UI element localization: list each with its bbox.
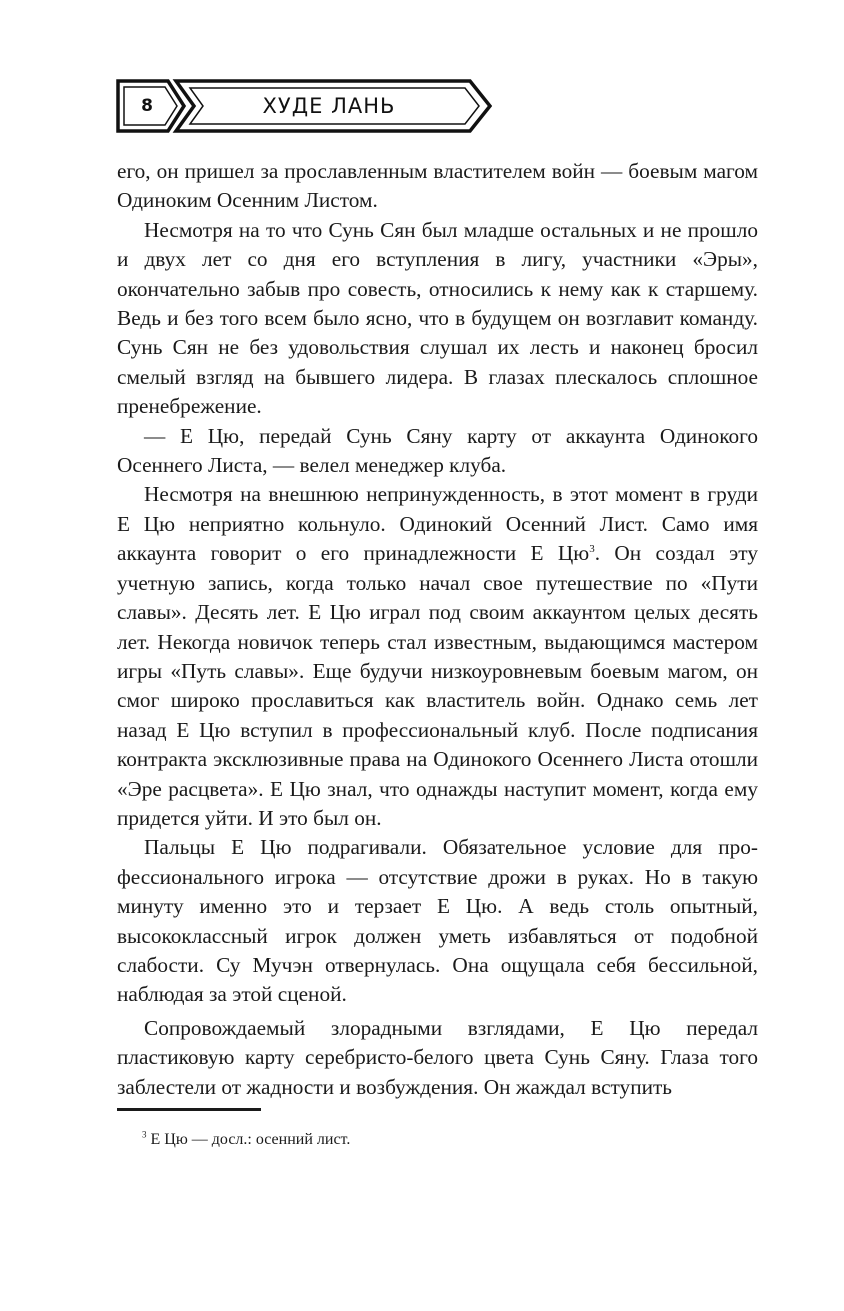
running-title: ХУДЕ ЛАНЬ — [262, 94, 396, 118]
footnote-text: Е Цю — досл.: осенний лист. — [146, 1131, 351, 1148]
page-number: 8 — [141, 96, 153, 116]
footnote-divider — [117, 1108, 261, 1111]
footnote — [142, 1130, 350, 1150]
paragraph-with-footnote-ref — [117, 480, 758, 833]
paragraph: его, он пришел за прославленным властителем войн — боевым магом Одиноким Осенним Листом. — [117, 159, 758, 213]
paragraph: Сопровождаемый злорадными взглядами, Е Цю передал пластиковую карту серебристо-белого цвета Сунь Сяну. Глаза того заблестели от жадности и возбуждения. Он жаждал вступить — [117, 1015, 758, 1099]
paragraph: — Е Цю, передай Сунь Сяну карту от аккаунта Одинокого Осеннего Листа, — велел менеджер клуба. — [117, 423, 758, 478]
paragraph: Несмотря на то что Сунь Сян был младше остальных и не прошло и двух лет со дня его вступления в лигу, участники «Эры», окончательно забыв про совесть, относились к нему как к старшему. Ведь и без того всем было ясно, что в будущем он возглавит команду. Сунь Сян не без удовольствия слушал их лесть и наконец бросил смелый взгляд на бывшего лидера. В глазах плескалось сплошное пренебрежение. — [117, 217, 758, 419]
paragraph-text: . Он создал эту учетную запись, когда только начал свое путешествие по «Пути славы». Десять лет. Е Цю играл под своим аккаунтом целых десять лет. Некогда новичок теперь стал известным, выдающимся мастером игры «Путь славы». Еще будучи низкоуровневым боевым магом, он смог широко прославиться как властитель войн. Однако семь лет назад Е Цю вступил в профессиональный клуб. После подписания контракта эксклюзивные права на Одинокого Осеннего Листа отошли «Эре расцвета». Е Цю знал, что однажды наступит момент, когда ему придется уйти. И это был он. — [117, 541, 758, 830]
footnote-reference: 3 — [589, 543, 595, 556]
main-text — [117, 157, 758, 1102]
paragraph: Пальцы Е Цю подрагивали. Обязательное условие для профессионального игрока — отсутствие дрожи в руках. Но в такую минуту именно это и терзает Е Цю. А ведь столь опытный, высококлассный игрок должен уметь избавляться от подобной слабости. Су Мучэн отвернулась. Она ощущала себя бессильной, наблюдая за этой сценой. — [117, 835, 758, 1007]
running-header — [116, 79, 492, 133]
footnote-marker: 3 — [142, 1129, 147, 1140]
paragraph-text: Несмотря на внешнюю непринужденность, в этот момент в груди Е Цю неприятно кольнуло. Одинокий Осенний Лист. Само имя аккаунта говорит о его принадлежности Е Цю — [117, 482, 758, 566]
